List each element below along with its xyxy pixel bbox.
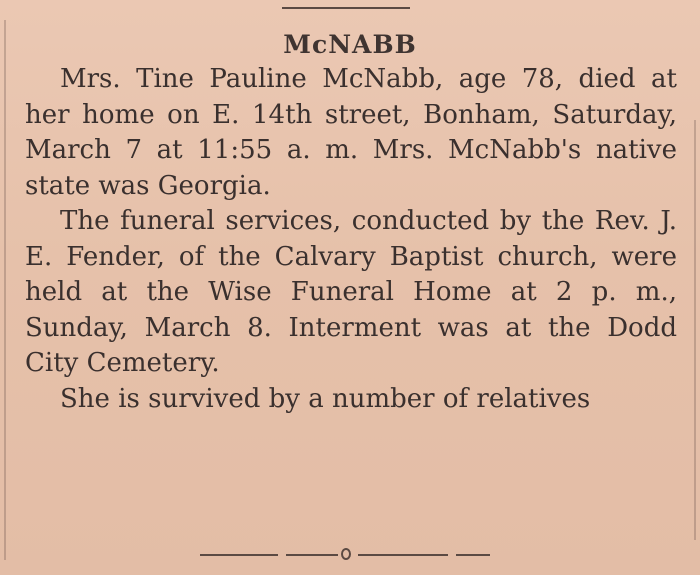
divider-circle [341,548,351,560]
right-column-rule [694,120,696,540]
left-column-rule [4,20,6,560]
bottom-divider-ornament [200,548,500,560]
paragraph-death-notice: Mrs. Tine Pauline McNabb, age 78, died at her home on E. 14th street, Bonham, Saturday, March 7 at 11:55 a. m. Mrs. McNabb's native state was Georgia. [25,64,677,201]
top-divider-rule [282,7,410,9]
divider-segment [286,554,338,556]
divider-segment [456,554,490,556]
divider-segment [200,554,278,556]
divider-segment [358,554,448,556]
obituary-body [25,62,677,417]
paragraph-funeral-services: The funeral services, conducted by the Rev. J. E. Fender, of the Calvary Baptist church, were held at the Wise Funeral Home at 2 p. m., Sunday, March 8. Interment was at the Dodd City Cemetery. [25,206,677,378]
paragraph-survivors: She is survived by a number of relatives [60,383,591,414]
obituary-headline: McNABB [283,30,417,59]
